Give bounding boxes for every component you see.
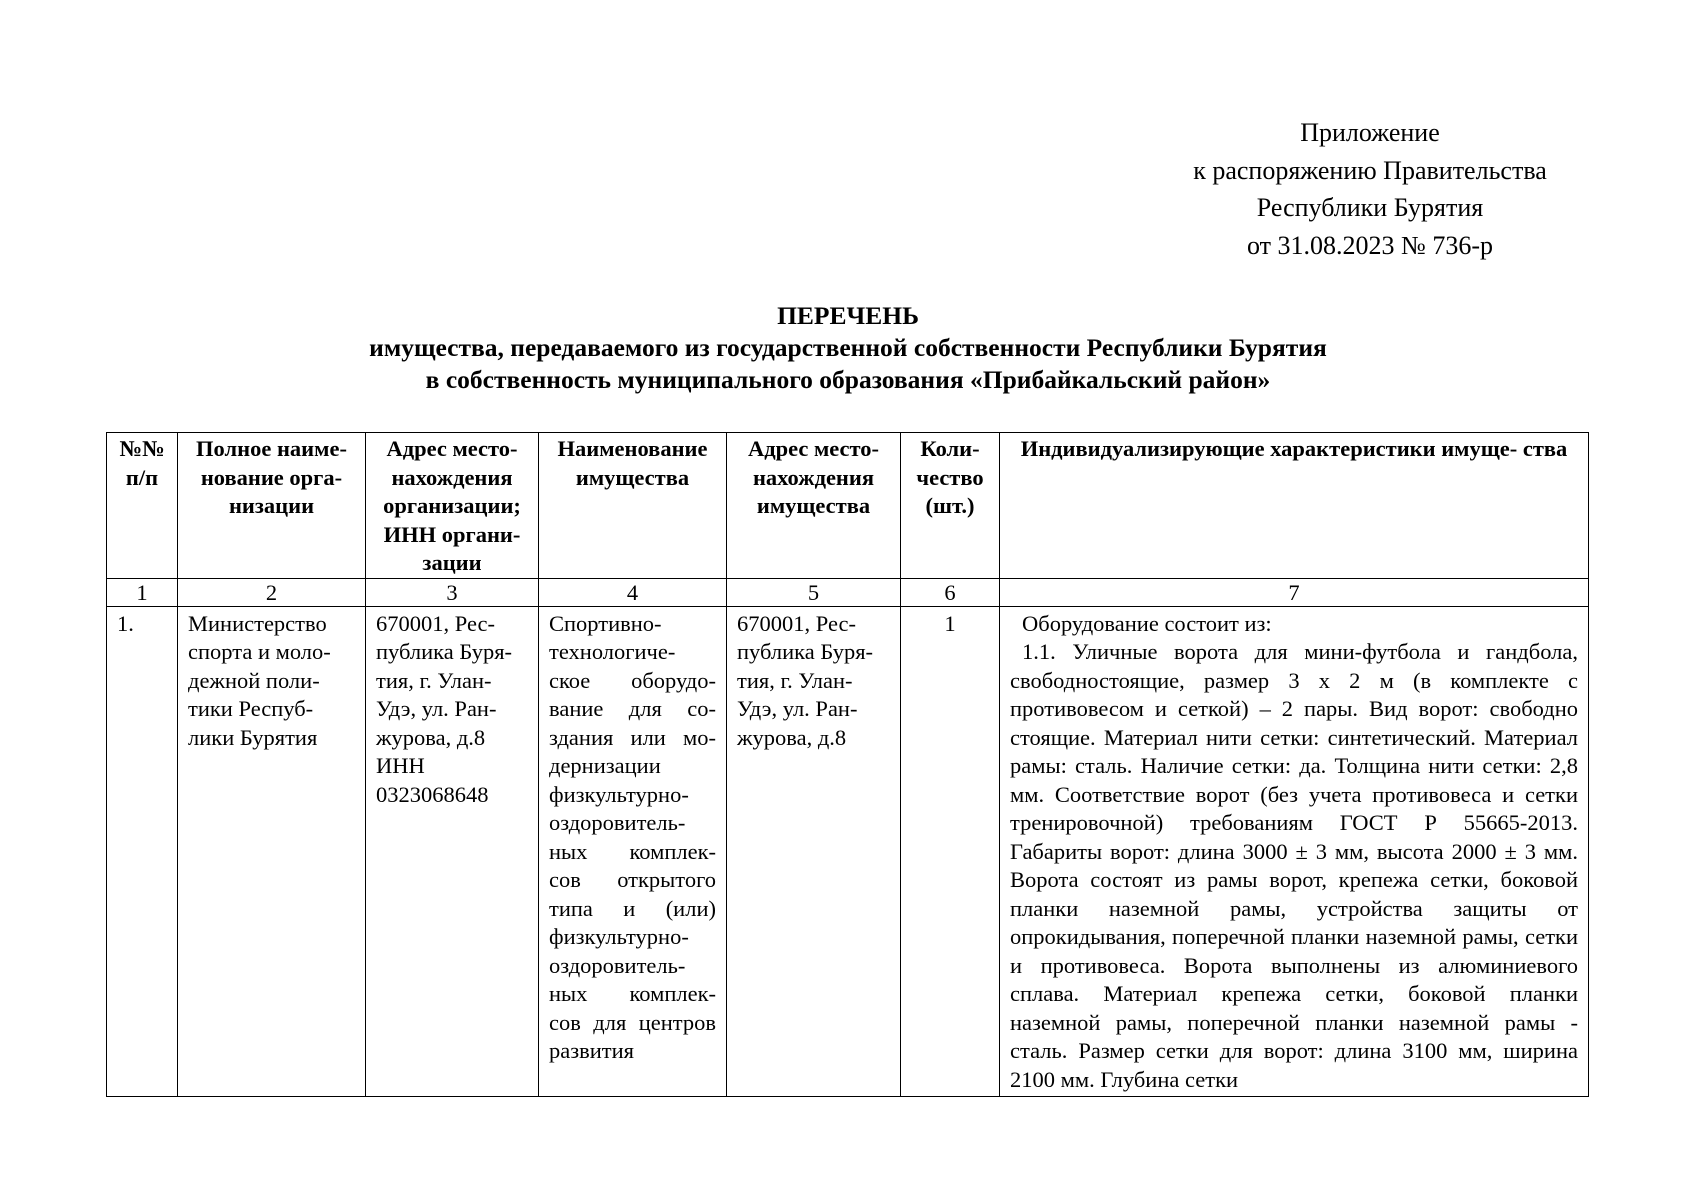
appendix-republic-line: Республики Бурятия bbox=[1256, 193, 1484, 222]
column-number: 2 bbox=[178, 578, 366, 606]
document-subtitle-line1: имущества, передаваемого из государственной собственности Республики Бурятия bbox=[369, 333, 1327, 362]
characteristics-intro: Оборудование состоит из: bbox=[1022, 610, 1272, 636]
table-header-row bbox=[107, 433, 1589, 579]
row-org-address-cell bbox=[366, 606, 539, 1097]
column-number: 7 bbox=[1000, 578, 1589, 606]
column-number: 3 bbox=[366, 578, 539, 606]
header-property-address: Адрес место- нахождения имущества bbox=[727, 433, 901, 579]
column-number: 6 bbox=[901, 578, 1000, 606]
row-quantity: 1 bbox=[901, 606, 1000, 1097]
appendix-label: Приложение bbox=[1300, 118, 1440, 147]
row-org-address: 670001, Рес- публика Буря- тия, г. Улан- Удэ, ул. Ран- журова, д.8 bbox=[376, 610, 513, 750]
appendix-order-line: к распоряжению Правительства bbox=[1193, 155, 1547, 185]
row-number: 1. bbox=[107, 606, 178, 1097]
row-organization: Министерство спорта и моло- дежной поли- тики Респуб- лики Бурятия bbox=[178, 606, 366, 1097]
header-characteristics: Индивидуализирующие характеристики имуще- ства bbox=[1000, 433, 1589, 579]
column-number: 4 bbox=[539, 578, 727, 606]
column-number: 1 bbox=[107, 578, 178, 606]
header-number: №№ п/п bbox=[107, 433, 178, 579]
header-property-name: Наименование имущества bbox=[539, 433, 727, 579]
appendix-date-number: от 31.08.2023 № 736-р bbox=[1247, 230, 1493, 260]
row-property-address: 670001, Рес- публика Буря- тия, г. Улан- Удэ, ул. Ран- журова, д.8 bbox=[727, 606, 901, 1097]
document-subtitle-line2: в собственность муниципального образования «Прибайкальский район» bbox=[425, 365, 1271, 394]
row-inn: ИНН 0323068648 bbox=[376, 753, 489, 807]
column-number: 5 bbox=[727, 578, 901, 606]
column-number-row bbox=[107, 578, 1589, 606]
characteristics-item: 1.1. Уличные ворота для мини-футбола и гандбола, свободностоящие, размер 3 х 2 м (в комплекте с противовесом и сеткой) – 2 пары. Вид ворот: свободно стоящие. Материал нити сетки: синтетический. Материал рамы: сталь. Наличие сетки: да. Толщина нити сетки: 2,8 мм. Соответствие ворот (без учета противовеса и сетки тренировочной) требованиям ГОСТ Р 55665-2013. Габариты ворот: длина 3000 ± 3 мм, высота 2000 ± 3 мм. Ворота состоят из рамы ворот, крепежа сетки, боковой планки наземной рамы, устройства защиты от опрокидывания, поперечной планки наземной рамы, сетки и противовеса. Ворота выполнены из алюминиевого сплава. Материал крепежа сетки, боковой планки наземной рамы, поперечной планки наземной рамы - сталь. Размер сетки для ворот: длина 3100 мм, ширина 2100 мм. Глубина сетки bbox=[1010, 639, 1578, 1092]
table-row bbox=[107, 606, 1589, 1097]
row-characteristics bbox=[1000, 606, 1589, 1097]
document-heading bbox=[106, 300, 1590, 396]
row-property-name: Спортивно- технологиче- ское оборудо- вание для со- здания или мо- дернизации физкультурно- оздоровитель- ных комплек- сов открытого типа и (или) физкультурно- оздоровитель- ных комплек- сов для центров развития bbox=[539, 606, 727, 1097]
header-quantity: Коли- чество (шт.) bbox=[901, 433, 1000, 579]
header-organization: Полное наиме- нование орга- низации bbox=[178, 433, 366, 579]
appendix-block bbox=[1160, 114, 1580, 264]
property-table bbox=[106, 432, 1589, 1097]
document-title: ПЕРЕЧЕНЬ bbox=[777, 301, 919, 330]
header-org-address: Адрес место- нахождения организации; ИНН органи- зации bbox=[366, 433, 539, 579]
